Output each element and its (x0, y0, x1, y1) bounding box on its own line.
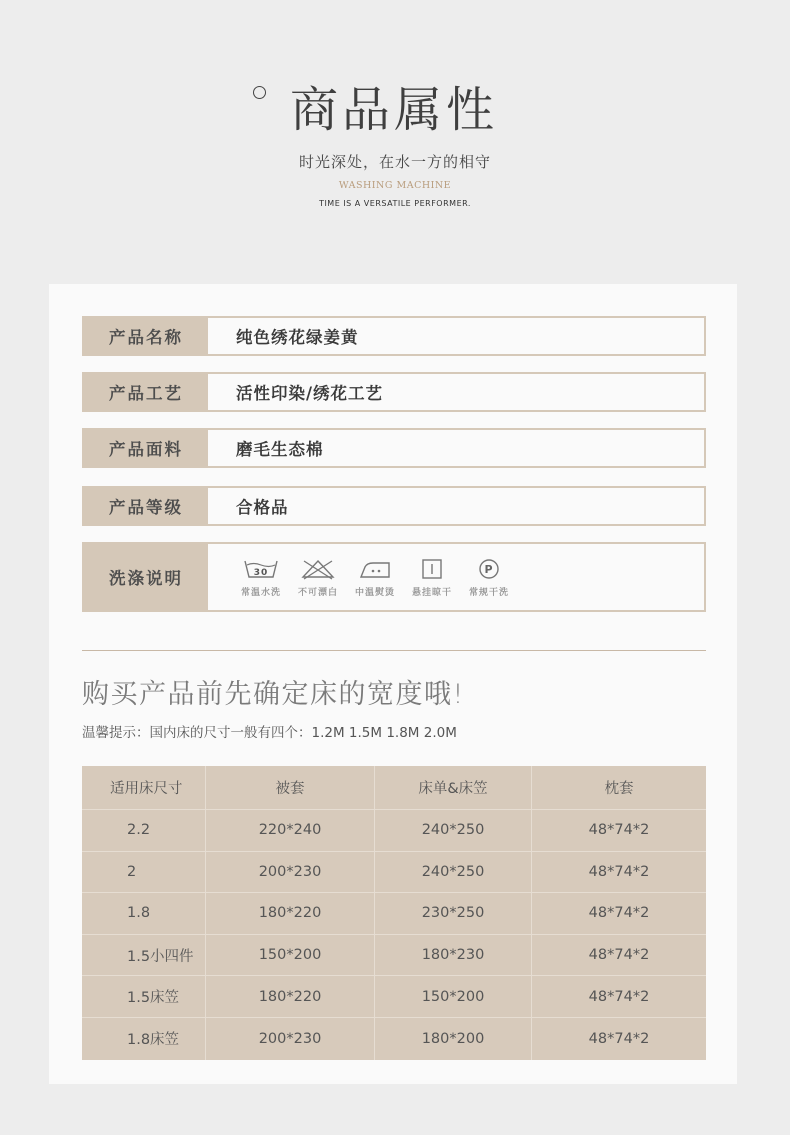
attr-row-fabric (82, 428, 706, 468)
wash-label: 不可漂白 (297, 587, 338, 598)
attr-row-craft (82, 372, 706, 412)
attr-label: 产品名称 (84, 318, 208, 354)
wash-label: 悬挂晾干 (411, 587, 452, 598)
table-cell: 48*74*2 (588, 988, 650, 1005)
wash-icons (208, 544, 704, 610)
no-bleach-icon (300, 557, 336, 583)
table-header-cell: 适用床尺寸 (82, 766, 206, 809)
attr-value: 纯色绣花绿姜黄 (236, 328, 359, 347)
table-cell: 48*74*2 (588, 822, 650, 839)
table-cell: 180*230 (375, 935, 532, 976)
attr-row-grade (82, 486, 706, 526)
wash-label: 常规干洗 (468, 587, 509, 598)
attr-value: 合格品 (236, 498, 289, 517)
table-cell: 48*74*2 (588, 947, 650, 964)
attr-label: 产品面料 (84, 430, 208, 466)
table-cell: 200*230 (206, 1018, 375, 1060)
table-cell: 1.5小四件 (82, 935, 206, 976)
table-cell: 48*74*2 (588, 905, 650, 922)
attr-label: 洗涤说明 (84, 544, 208, 610)
svg-text:P: P (484, 562, 494, 576)
table-cell: 150*200 (375, 976, 532, 1017)
table-row (82, 893, 706, 935)
size-table (82, 766, 706, 1060)
hang-dry-icon (414, 557, 450, 583)
page-subtitle: 时光深处，在水一方的相守 (298, 153, 491, 171)
table-cell: 1.5床笠 (82, 976, 206, 1017)
section-divider (82, 650, 706, 651)
page-title: 商品属性 (290, 82, 499, 138)
table-header-cell: 床单&床笠 (375, 766, 532, 809)
wash-label: 常温水洗 (240, 587, 281, 598)
wash-item (462, 557, 516, 598)
table-cell: 2 (82, 852, 206, 893)
english-subtitle: TIME IS A VERSATILE PERFORMER. (319, 199, 471, 208)
table-cell: 240*250 (375, 810, 532, 851)
wash-item (405, 557, 459, 598)
table-row (82, 1018, 706, 1060)
table-cell: 180*220 (206, 893, 375, 934)
table-cell: 1.8床笠 (82, 1018, 206, 1060)
page-header (0, 0, 790, 260)
table-cell: 240*250 (375, 852, 532, 893)
table-row (82, 810, 706, 852)
table-header-cell: 被套 (206, 766, 375, 809)
wash-30-icon (243, 557, 279, 583)
table-cell: 1.8 (82, 893, 206, 934)
size-section-tip: 温馨提示：国内床的尺寸一般有四个：1.2M 1.5M 1.8M 2.0M (82, 725, 457, 741)
table-row (82, 976, 706, 1018)
english-title: WASHING MACHINE (338, 180, 452, 191)
wash-item (234, 557, 288, 598)
table-cell: 48*74*2 (588, 863, 650, 880)
table-cell: 220*240 (206, 810, 375, 851)
table-cell: 150*200 (206, 935, 375, 976)
table-row (82, 935, 706, 977)
circle-decoration-icon (253, 86, 266, 99)
table-header-row (82, 766, 706, 810)
wash-item (348, 557, 402, 598)
size-section-title: 购买产品前先确定床的宽度哦! (82, 679, 465, 710)
svg-text:30: 30 (253, 567, 269, 578)
table-cell: 2.2 (82, 810, 206, 851)
iron-medium-icon (357, 557, 393, 583)
attr-row-name (82, 316, 706, 356)
attr-value: 磨毛生态棉 (236, 440, 324, 459)
table-cell: 180*220 (206, 976, 375, 1017)
attr-label: 产品等级 (84, 488, 208, 524)
table-cell: 180*200 (375, 1018, 532, 1060)
table-header-cell: 枕套 (604, 781, 634, 797)
dry-clean-p-icon (471, 557, 507, 583)
attr-row-wash (82, 542, 706, 612)
wash-label: 中温熨烫 (354, 587, 395, 598)
table-cell: 48*74*2 (588, 1030, 650, 1047)
table-cell: 200*230 (206, 852, 375, 893)
wash-item (291, 557, 345, 598)
attr-value: 活性印染/绣花工艺 (236, 384, 384, 403)
attr-label: 产品工艺 (84, 374, 208, 410)
table-row (82, 852, 706, 894)
table-cell: 230*250 (375, 893, 532, 934)
